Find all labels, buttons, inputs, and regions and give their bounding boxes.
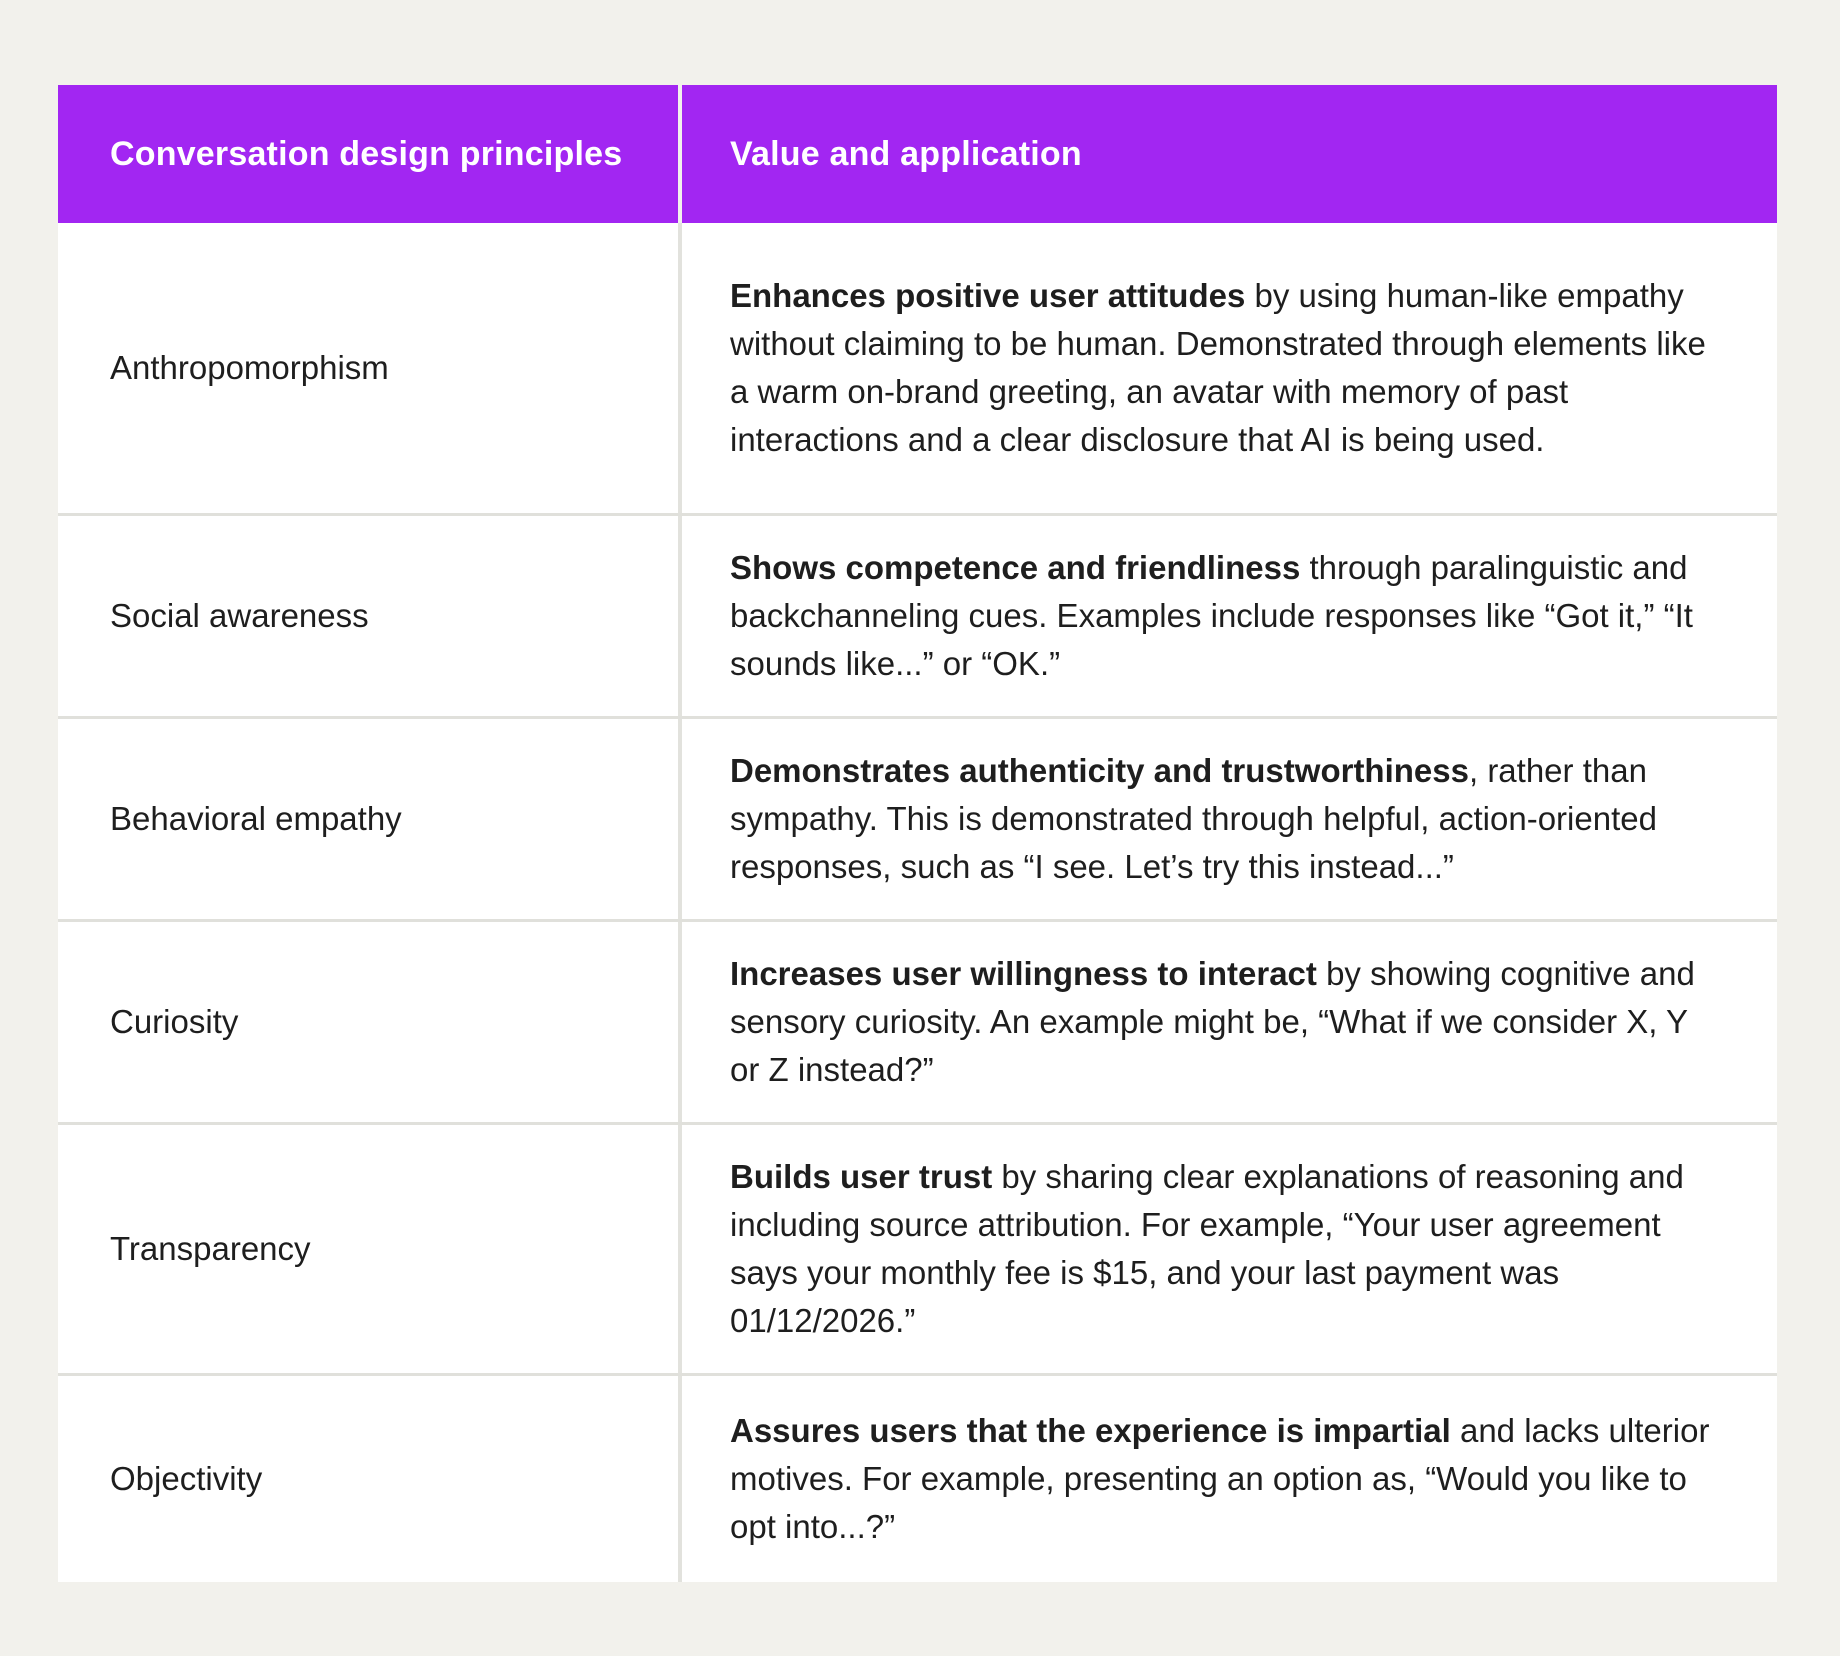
header-label-value: Value and application (730, 134, 1082, 173)
value-lead: Builds user trust (730, 1158, 993, 1195)
value-rest: through paralinguistic and backchanneling cues. Examples include responses like “Got it,” “It sounds like...” or “OK.” (730, 549, 1693, 682)
principle-label: Social awareness (110, 597, 369, 634)
value-lead: Shows competence and friendliness (730, 549, 1301, 586)
value-text (730, 747, 1721, 891)
value-cell (682, 922, 1777, 1122)
principle-label: Objectivity (110, 1460, 263, 1497)
header-cell-principles (58, 85, 682, 223)
value-cell (682, 223, 1777, 513)
value-text (730, 272, 1721, 464)
value-rest: , rather than sympathy. This is demonstrated through helpful, action-oriented responses, such as “I see. Let’s try this instead...” (730, 752, 1657, 885)
table-row (58, 919, 1777, 1122)
value-text (730, 1407, 1721, 1551)
table-header-row (58, 85, 1777, 223)
principle-label: Anthropomorphism (110, 349, 389, 386)
principle-cell (58, 922, 682, 1122)
principle-cell (58, 1125, 682, 1373)
value-text (730, 544, 1721, 688)
principles-table (58, 85, 1777, 1582)
header-cell-value (682, 85, 1777, 223)
principle-cell (58, 1376, 682, 1582)
table-row (58, 1122, 1777, 1373)
header-label-principles: Conversation design principles (110, 134, 623, 173)
principle-label: Curiosity (110, 1003, 239, 1040)
principle-cell (58, 516, 682, 716)
value-rest: by sharing clear explanations of reasoning and including source attribution. For example, “Your user agreement says your monthly fee is $15, and your last payment was 01/12/2026.” (730, 1158, 1684, 1339)
value-lead: Assures users that the experience is impartial (730, 1412, 1451, 1449)
value-lead: Enhances positive user attitudes (730, 277, 1246, 314)
value-rest: and lacks ulterior motives. For example, presenting an option as, “Would you like to opt into...?” (730, 1412, 1710, 1545)
table-row (58, 513, 1777, 716)
value-rest: by using human-like empathy without claiming to be human. Demonstrated through elements like a warm on-brand greeting, an avatar with memory of past interactions and a clear disclosure that AI is being used. (730, 277, 1706, 458)
principle-label: Transparency (110, 1230, 311, 1267)
principle-cell (58, 223, 682, 513)
table-row (58, 716, 1777, 919)
value-text (730, 1153, 1721, 1345)
principle-label: Behavioral empathy (110, 800, 402, 837)
value-cell (682, 516, 1777, 716)
value-cell (682, 719, 1777, 919)
table-row (58, 223, 1777, 513)
value-cell (682, 1376, 1777, 1582)
value-rest: by showing cognitive and sensory curiosity. An example might be, “What if we consider X, Y or Z instead?” (730, 955, 1695, 1088)
value-cell (682, 1125, 1777, 1373)
value-lead: Increases user willingness to interact (730, 955, 1317, 992)
table-row (58, 1373, 1777, 1582)
principle-cell (58, 719, 682, 919)
value-lead: Demonstrates authenticity and trustworthiness (730, 752, 1469, 789)
value-text (730, 950, 1721, 1094)
